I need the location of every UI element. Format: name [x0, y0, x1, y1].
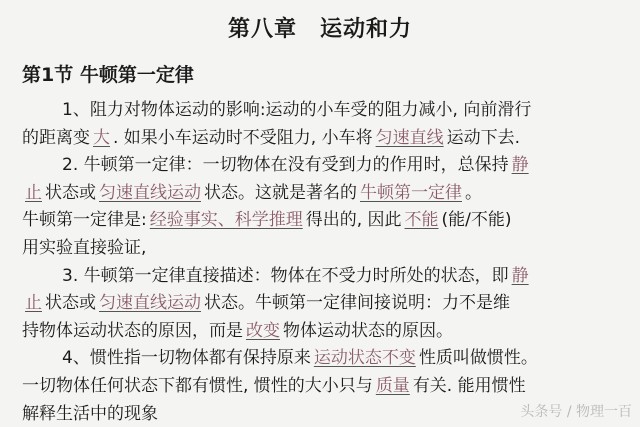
- text-line: [22, 125, 520, 151]
- text-segment: 状态。这就是著名的: [204, 182, 357, 203]
- filled-answer: 静: [511, 265, 529, 286]
- text-segment: (能/不能): [441, 210, 512, 231]
- text-line: [22, 207, 512, 233]
- text-line: [62, 263, 532, 289]
- text-line: [22, 290, 510, 316]
- text-line: [62, 345, 538, 371]
- text-segment: 物体运动状态的原因。: [283, 320, 453, 341]
- text-line: [22, 180, 482, 206]
- text-segment: 持物体运动状态的原因，而是: [22, 320, 243, 341]
- filled-answer: 经验事实、科学推理: [149, 210, 303, 231]
- chapter-title: 第八章 运动和力: [227, 17, 412, 42]
- text-segment: 得出的, 因此: [305, 210, 402, 231]
- text-line: [62, 152, 532, 178]
- watermark: 头条号 / 物理一百: [520, 404, 632, 420]
- text-segment: 状态。牛顿第一定律间接说明：力不是维: [204, 293, 510, 314]
- text-segment: 牛顿第一定律是:: [22, 210, 147, 231]
- filled-answer: 不能: [404, 210, 439, 231]
- text-segment: 状态或: [45, 293, 96, 314]
- text-segment: 状态或: [45, 182, 96, 203]
- filled-answer: 止: [25, 293, 42, 314]
- text-line: [22, 318, 453, 344]
- text-line: [22, 235, 146, 261]
- text-segment: 运动下去.: [446, 127, 521, 148]
- text-segment: 2. 牛顿第一定律：一切物体在没有受到力的作用时，总保持: [62, 155, 509, 176]
- filled-answer: 大: [93, 127, 110, 148]
- text-segment: 。: [465, 182, 482, 203]
- text-line: [62, 97, 531, 123]
- text-segment: 有关. 能用惯性: [412, 376, 526, 396]
- text-segment: 4、惯性指一切物体都有保持原来: [62, 348, 311, 369]
- text-segment: . 如果小车运动时不受阻力, 小车将: [113, 127, 373, 148]
- text-segment: 一切物体任何状态下都有惯性, 惯性的大小只与: [22, 376, 373, 396]
- filled-answer: 匀速直线: [375, 127, 444, 148]
- filled-answer: 质量: [375, 376, 410, 396]
- section-title: 第1节 牛顿第一定律: [22, 64, 194, 86]
- filled-answer: 静: [511, 155, 529, 176]
- text-line: [22, 373, 526, 399]
- text-segment: 解释生活中的现象: [22, 403, 158, 424]
- filled-answer: 改变: [246, 320, 280, 341]
- text-segment: 的距离变: [22, 127, 90, 148]
- text-segment: 用实验直接验证,: [22, 238, 147, 258]
- text-segment: 性质叫做惯性。: [418, 348, 538, 369]
- filled-answer: 匀速直线运动: [99, 293, 201, 314]
- text-segment: 1、阻力对物体运动的影响:运动的小车受的阻力减小, 向前滑行: [62, 100, 532, 120]
- filled-answer: 匀速直线运动: [99, 182, 201, 203]
- filled-answer: 牛顿第一定律: [360, 182, 462, 203]
- text-segment: 3. 牛顿第一定律直接描述：物体在不受力时所处的状态，即: [62, 265, 509, 286]
- filled-answer: 运动状态不变: [313, 348, 416, 369]
- filled-answer: 止: [25, 182, 42, 203]
